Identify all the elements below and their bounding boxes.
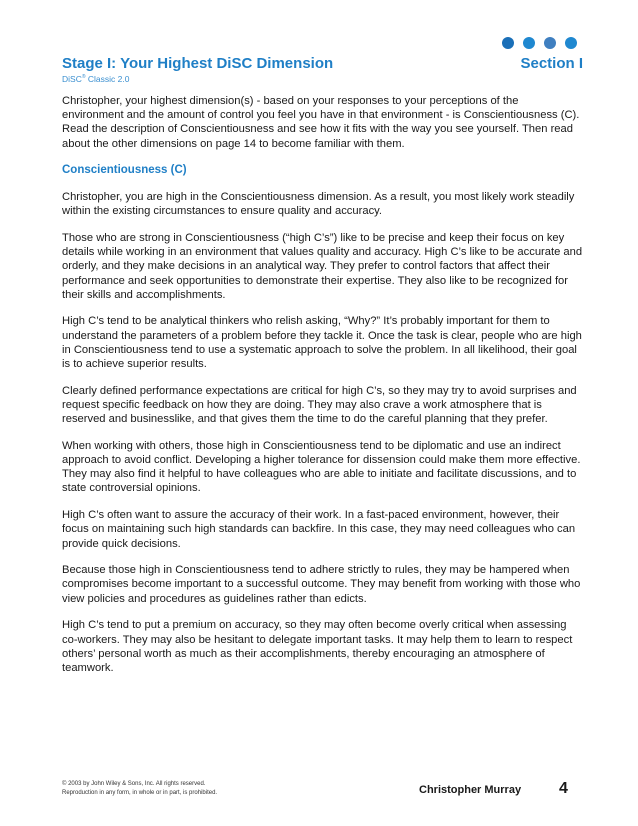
product-subtitle	[62, 74, 583, 84]
section-label: Section I	[520, 55, 583, 72]
page-header	[62, 55, 583, 84]
footer-name: Christopher Murray	[419, 784, 522, 796]
body-paragraph: High C’s tend to put a premium on accuracy, so they may often become overly critical when assessing co-workers. They may also be hesitant to delegate important tasks. It may help them to learn to respect others’ personal worth as much as their accomplishments, thereby encouraging an atmosphere of teamwork.	[62, 619, 573, 674]
body-paragraph: When working with others, those high in Conscientiousness tend to be diplomatic and use an indirect approach to avoid conflict. Developing a higher tolerance for dissension could make them more effective. They may also find it helpful to have colleagues who are able to initiate and facilitate discussions, and to state controversial opinions.	[62, 439, 581, 495]
body-paragraph: Because those high in Conscientiousness tend to adhere strictly to rules, they may be hampered when compromises become important to a successful outcome. They may benefit from working with those who view policies and procedures as guidelines rather than edicts.	[62, 564, 581, 605]
registered-mark: ®	[81, 74, 86, 81]
page-title: Stage I: Your Highest DiSC Dimension	[62, 55, 334, 72]
dot-2	[523, 37, 535, 49]
title-row	[62, 55, 583, 72]
main-content	[62, 94, 583, 688]
reproduction-line: Reproduction in any form, in whole or in part, is prohibited.	[62, 790, 218, 796]
dot-1	[502, 37, 514, 49]
body-paragraph: High C’s tend to be analytical thinkers who relish asking, “Why?” It’s probably important for them to understand the parameters of a problem before they tackle it. Once the task is clear, people who are high in Conscientiousness tend to use a systematic approach to solve the problem. In all likelihood, their goal is to achieve superior results.	[62, 315, 582, 371]
body-paragraph: Christopher, you are high in the Conscientiousness dimension. As a result, you most likely work steadily within the existing circumstances to ensure quality and accuracy.	[62, 191, 575, 218]
section-heading: Conscientiousness (C)	[62, 164, 187, 177]
copyright-line: © 2003 by John Wiley & Sons, Inc. All rights reserved.	[62, 781, 206, 787]
subtitle-prefix: DiSC	[62, 74, 82, 84]
body-paragraph: Clearly defined performance expectations are critical for high C’s, so they may try to avoid surprises and request specific feedback on how they are doing. They may also crave a work atmosphere that is reserved and businesslike, and that gives them the time to do the careful planning that they prefer.	[62, 384, 577, 426]
dot-4	[565, 37, 577, 49]
decorative-dots	[502, 37, 577, 49]
copyright-notice	[62, 780, 217, 798]
subtitle-suffix: Classic 2.0	[85, 74, 130, 84]
body-paragraph: High C’s often want to assure the accuracy of their work. In a fast-paced environment, however, their focus on maintaining such high standards can backfire. In this case, they may need colleagues who can provide quick decisions.	[62, 509, 576, 550]
intro-paragraph: Christopher, your highest dimension(s) - based on your responses to your perceptions of the environment and the amount of control you feel you have in that environment - is Conscientiousness (C). Read the description of Conscientiousness and see how it fits with the way you see yourself. Then read about the other dimensions on page 14 to become familiar with them.	[62, 95, 580, 150]
dot-3	[544, 37, 556, 49]
page-number: 4	[559, 780, 568, 797]
body-paragraph: Those who are strong in Conscientiousness (“high C’s”) like to be precise and keep their focus on key details while working in an environment that values quality and accuracy. High C’s like to be accurate and orderly, and they make decisions in an analytical way. They prefer to control factors that affect their performance and seek opportunities to demonstrate their expertise. They also like to be recognized for their skills and accomplishments.	[62, 231, 583, 301]
